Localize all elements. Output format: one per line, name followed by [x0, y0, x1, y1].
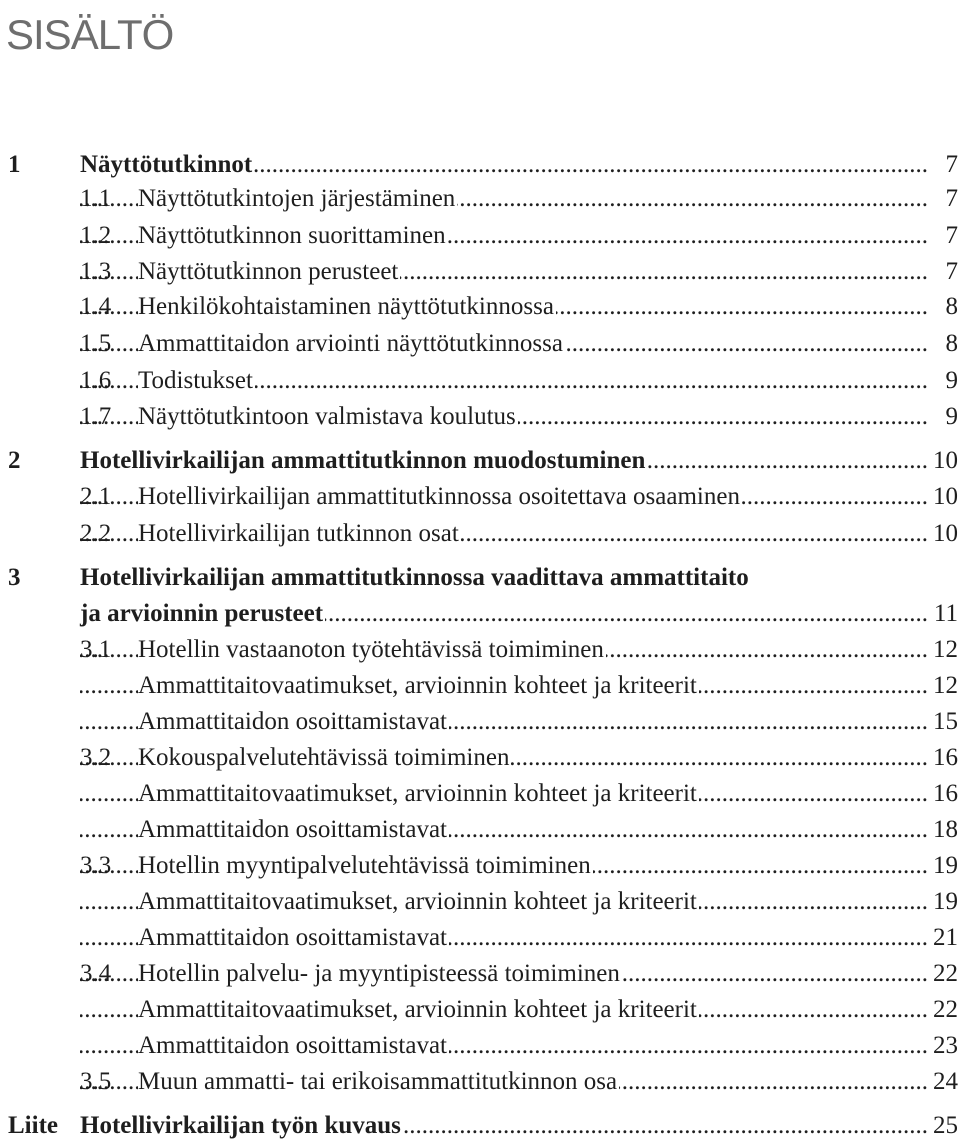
- toc-entry-2: [0, 444, 960, 478]
- toc-entry-title: Ammattitaidon osoittamistavat: [138, 1029, 449, 1063]
- toc-entry-title: Todistukset: [138, 364, 255, 398]
- toc-entry-2-2: [0, 517, 960, 551]
- toc-entry-number: 3.2: [80, 744, 112, 771]
- toc-entry-number: 3: [8, 564, 21, 591]
- toc-entry-title: Hotellivirkailijan ammattitutkinnon muodostuminen: [80, 444, 647, 478]
- toc-subentry: [0, 669, 960, 703]
- toc-entry-title: Näyttötutkinnon suorittaminen: [138, 219, 448, 253]
- toc-entry-number: 1.4: [80, 293, 112, 320]
- toc-entry-appendix: [0, 1109, 960, 1143]
- page-title: SISÄLTÖ: [6, 11, 174, 58]
- toc-page-number: 19: [930, 849, 958, 883]
- toc-page-number: 25: [930, 1109, 958, 1143]
- toc-entry-1-2: [0, 219, 960, 253]
- toc-entry-number: 1.2: [80, 222, 112, 249]
- toc-entry-title: Kokouspalvelutehtävissä toimiminen: [138, 741, 511, 775]
- toc-subentry: [0, 921, 960, 955]
- toc-entry-number: 2.2: [80, 520, 112, 547]
- toc-entry-number: 3.5: [80, 1068, 112, 1095]
- toc-page-number: 8: [930, 290, 958, 324]
- toc-page-number: 12: [930, 633, 958, 667]
- toc-entry-number: 2: [8, 447, 21, 474]
- toc-page-number: 10: [930, 517, 958, 551]
- toc-entry-title: Näyttötutkintoon valmistava koulutus: [138, 400, 518, 434]
- toc-entry-title: Ammattitaitovaatimukset, arvioinnin kohteet ja kriteerit: [138, 885, 699, 919]
- toc-entry-number: 3.4: [80, 960, 112, 987]
- toc-entry-1-3: [0, 255, 960, 289]
- toc-entry-number: 1.6: [80, 367, 112, 394]
- toc-entry-number: 1.3: [80, 258, 112, 285]
- toc-entry-title: Ammattitaidon arviointi näyttötutkinnossa: [138, 327, 565, 361]
- toc-entry-3-5: [0, 1065, 960, 1099]
- toc-entry-title: Ammattitaidon osoittamistavat: [138, 705, 449, 739]
- toc-entry-3-4: [0, 957, 960, 991]
- toc-entry-title: Ammattitaitovaatimukset, arvioinnin kohteet ja kriteerit: [138, 777, 699, 811]
- toc-page-number: 7: [930, 182, 958, 216]
- toc-page-number: 10: [930, 444, 958, 478]
- toc-entry-number: 1.7: [80, 403, 112, 430]
- toc-page-number: 22: [930, 957, 958, 991]
- toc-entry-2-1: [0, 480, 960, 514]
- toc-entry-number: 3.1: [80, 636, 112, 663]
- toc-entry-1-1: [0, 182, 960, 216]
- toc-page-number: 18: [930, 813, 958, 847]
- toc-entry-title: Ammattitaidon osoittamistavat: [138, 813, 449, 847]
- toc-page-number: 22: [930, 993, 958, 1027]
- toc-entry-3-1: [0, 633, 960, 667]
- toc-entry-1: [0, 148, 960, 182]
- toc-subentry: [0, 777, 960, 811]
- toc-subentry: [0, 1029, 960, 1063]
- toc-entry-1-7: [0, 400, 960, 434]
- toc-subentry: [0, 993, 960, 1027]
- toc-page-number: 12: [930, 669, 958, 703]
- toc-entry-3-line2: [0, 597, 960, 631]
- toc-page-number: 9: [930, 400, 958, 434]
- toc-page-number: 7: [930, 148, 958, 182]
- toc-page-number: 7: [930, 255, 958, 289]
- toc-entry-title-continued: ja arvioinnin perusteet: [80, 597, 325, 631]
- toc-entry-1-6: [0, 364, 960, 398]
- toc-page-number: 19: [930, 885, 958, 919]
- toc-entry-title: Ammattitaidon osoittamistavat: [138, 921, 449, 955]
- toc-entry-title: Hotellin palvelu- ja myyntipisteessä toimiminen: [138, 957, 622, 991]
- toc-entry-title: Hotellivirkailijan ammattitutkinnossa osoitettava osaaminen: [138, 480, 742, 514]
- toc-entry-number: 1.5: [80, 330, 112, 357]
- toc-page-number: 7: [930, 219, 958, 253]
- toc-entry-title: Näyttötutkintojen järjestäminen: [138, 182, 457, 216]
- toc-entry-number: Liite: [8, 1112, 58, 1139]
- toc-page-number: 24: [930, 1065, 958, 1099]
- toc-subentry: [0, 885, 960, 919]
- toc-entry-number: 2.1: [80, 483, 112, 510]
- toc-page-number: 9: [930, 364, 958, 398]
- toc-entry-title: Ammattitaitovaatimukset, arvioinnin kohteet ja kriteerit: [138, 669, 699, 703]
- toc-entry-title: Ammattitaitovaatimukset, arvioinnin kohteet ja kriteerit: [138, 993, 699, 1027]
- toc-page-number: 11: [930, 597, 958, 631]
- toc-entry-title: Hotellin myyntipalvelutehtävissä toimiminen: [138, 849, 593, 883]
- toc-page-number: 16: [930, 741, 958, 775]
- toc-page-number: 15: [930, 705, 958, 739]
- toc-entry-title: Hotellivirkailijan ammattitutkinnossa vaadittava ammattitaito: [80, 561, 751, 595]
- toc-page-number: 16: [930, 777, 958, 811]
- toc-entry-3-line1: [0, 561, 960, 595]
- toc-entry-number: 3.3: [80, 852, 112, 879]
- toc-entry-title: Hotellin vastaanoton työtehtävissä toimiminen: [138, 633, 606, 667]
- toc-page-number: 8: [930, 327, 958, 361]
- toc-subentry: [0, 705, 960, 739]
- toc-entry-3-2: [0, 741, 960, 775]
- toc-page-number: 10: [930, 480, 958, 514]
- toc-entry-1-5: [0, 327, 960, 361]
- toc-entry-number: 1: [8, 151, 21, 178]
- toc-entry-title: Näyttötutkinnot: [80, 148, 254, 182]
- toc-subentry: [0, 813, 960, 847]
- toc-entry-number: 1.1: [80, 185, 112, 212]
- toc-entry-1-4: [0, 290, 960, 324]
- toc-page-number: 23: [930, 1029, 958, 1063]
- toc-entry-title: Henkilökohtaistaminen näyttötutkinnossa: [138, 290, 556, 324]
- toc-entry-title: Näyttötutkinnon perusteet: [138, 255, 400, 289]
- toc-entry-title: Hotellivirkailijan työn kuvaus: [80, 1109, 403, 1143]
- toc-entry-3-3: [0, 849, 960, 883]
- toc-page-number: 21: [930, 921, 958, 955]
- toc-entry-title: Muun ammatti- tai erikoisammattitutkinnon osa: [138, 1065, 619, 1099]
- toc-entry-title: Hotellivirkailijan tutkinnon osat: [138, 517, 461, 551]
